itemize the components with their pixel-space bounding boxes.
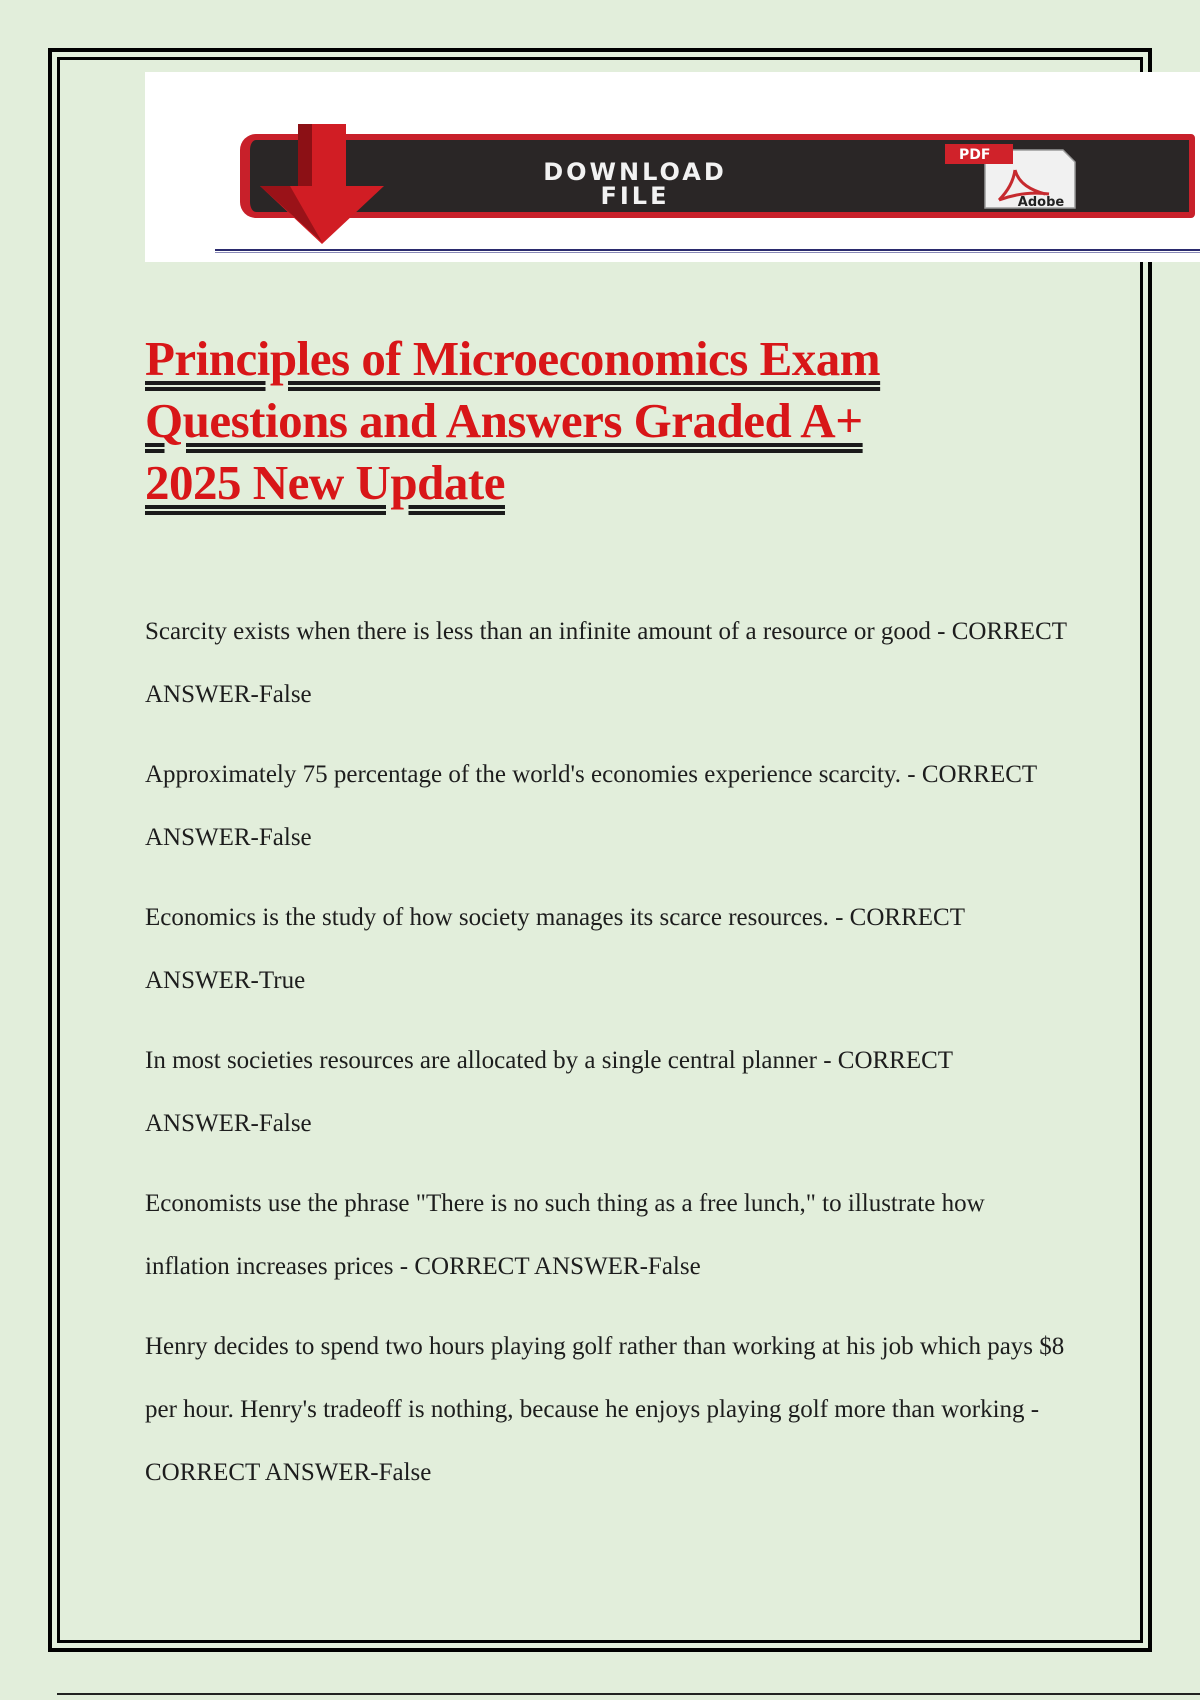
question-answer-item: In most societies resources are allocated by a single central planner - CORRECT ANSWER-False (145, 1047, 953, 1137)
question-answer-item: Economists use the phrase "There is no such thing as a free lunch," to illustrate how inflation increases prices - CORRECT ANSWER-False (145, 1190, 985, 1280)
title-line: Questions and Answers Graded A+ (145, 393, 863, 448)
question-answer-list (145, 600, 1070, 1521)
question-answer-item: Economics is the study of how society manages its scarce resources. - CORRECT ANSWER-True (145, 904, 965, 994)
document-title (145, 328, 1045, 514)
question-answer-item: Approximately 75 percentage of the world's economies experience scarcity. - CORRECT ANSWER-False (145, 761, 1037, 851)
download-arrow-icon (260, 124, 420, 244)
download-label-line1: DOWNLOAD (543, 158, 727, 186)
question-answer-item: Scarcity exists when there is less than an infinite amount of a resource or good - CORRECT ANSWER-False (145, 618, 1067, 708)
footer-rule (57, 1693, 1200, 1695)
download-file-banner[interactable] (145, 72, 1200, 262)
banner-underline (215, 249, 1200, 253)
pdf-file-icon (945, 144, 1095, 210)
download-label (425, 160, 845, 208)
pdf-badge-brand: Adobe (1017, 195, 1065, 210)
question-answer-item: Henry decides to spend two hours playing golf rather than working at his job which pays $8 per hour. Henry's tradeoff is nothing, because he enjoys playing golf more than working - CORRECT ANSWER-False (145, 1333, 1065, 1486)
pdf-badge-label: PDF (959, 147, 991, 163)
title-line: 2025 New Update (145, 455, 505, 510)
download-label-line2: FILE (600, 182, 670, 210)
title-line: Principles of Microeconomics Exam (145, 331, 881, 386)
